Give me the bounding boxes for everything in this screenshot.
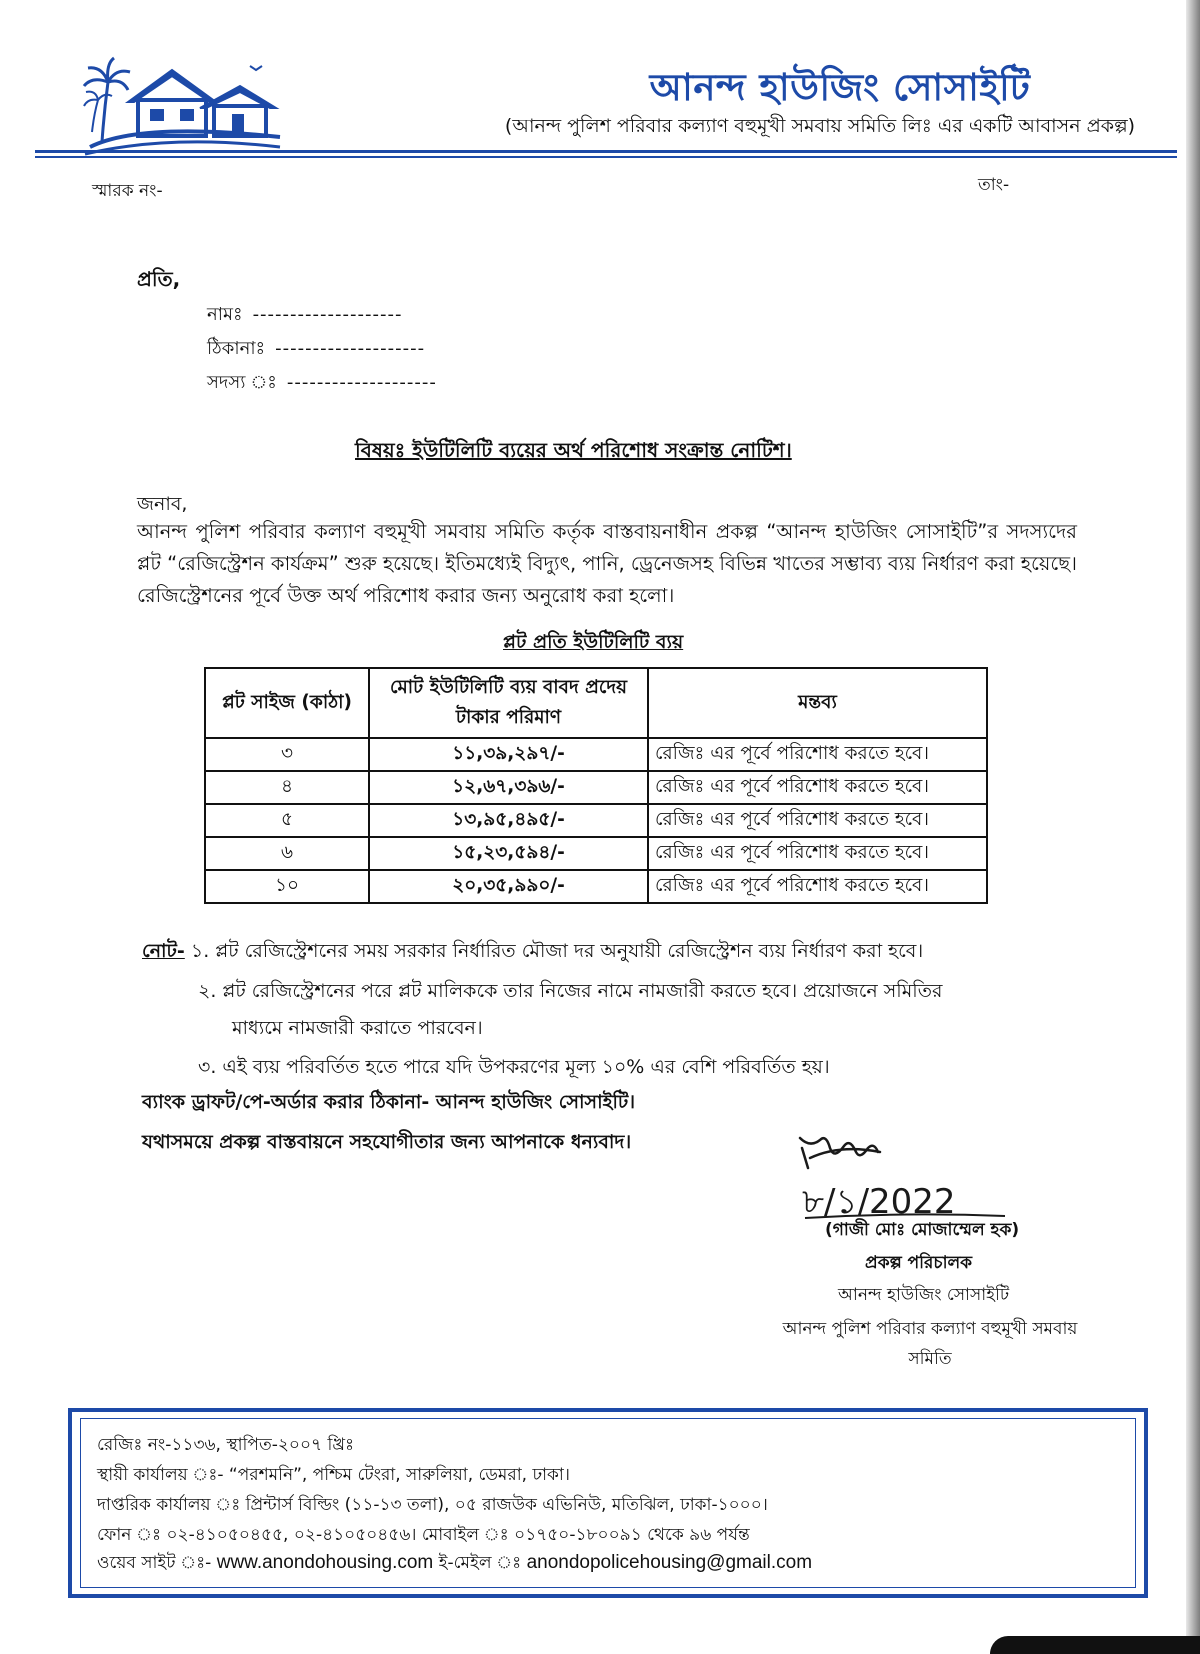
header-divider [35, 150, 1177, 153]
amount-cell: ১৫,২৩,৫৯৪/- [369, 837, 648, 870]
signatory-name: (গাজী মোঃ মোজাম্মেল হক) [825, 1220, 1020, 1240]
signature-date: ৮/১/2022 [802, 1182, 956, 1222]
table-row [205, 837, 987, 870]
recipient-to: প্রতি, [137, 267, 181, 291]
header-divider-thin [35, 156, 1177, 158]
house-logo-icon [80, 52, 285, 162]
signatory-org: আনন্দ হাউজিং সোসাইটি [838, 1285, 1010, 1305]
org-subtitle: (আনন্দ পুলিশ পরিবার কল্যাণ বহুমূখী সমবায় সমিতি লিঃ এর একটি আবাসন প্রকল্প) [504, 115, 1136, 137]
utility-cost-table [204, 667, 988, 904]
footer-permanent-office: স্থায়ী কার্যালয় ঃ- “পরশমনি”, পশ্চিম টেংরা, সারুলিয়া, ডেমরা, ঢাকা। [97, 1465, 570, 1485]
footer-web-email [97, 1550, 812, 1578]
footer-registration: রেজিঃ নং-১১৩৬, স্থাপিত-২০০৭ খ্রিঃ [97, 1435, 355, 1455]
table-row [205, 738, 987, 771]
amount-cell: ২০,৩৫,৯৯০/- [369, 870, 648, 903]
name-label: নামঃ [207, 304, 243, 325]
footer-office-address: দাপ্তরিক কার্যালয় ঃ প্রিন্টার্স বিল্ডিং (১১-১৩ তলা), ০৫ রাজউক এভিনিউ, মতিঝিল, ঢাকা-১০০০। [97, 1495, 768, 1515]
bank-draft-line: ব্যাংক ড্রাফট/পে-অর্ডার করার ঠিকানা- আনন্দ হাউজিং সোসাইটি। [142, 1091, 636, 1113]
remark-cell: রেজিঃ এর পূর্বে পরিশোধ করতে হবে। [648, 870, 987, 903]
scan-edge [1186, 0, 1200, 1654]
member-label: সদস্য ঃ [207, 372, 277, 393]
member-field [207, 368, 437, 399]
note-1-text: ১. প্লট রেজিস্ট্রেশনের সময় সরকার নির্ধারিত মৌজা দর অনুযায়ী রেজিস্ট্রেশন ব্যয় নির্ধারণ করা হবে। [190, 940, 924, 962]
table-title: প্লট প্রতি ইউটিলিটি ব্যয় [503, 631, 684, 653]
note-2-continued: মাধ্যমে নামজারী করাতে পারবেন। [232, 1017, 483, 1039]
subject-line: বিষয়ঃ ইউটিলিটি ব্যয়ের অর্থ পরিশোধ সংক্রান্ত নোটিশ। [355, 438, 792, 462]
address-label: ঠিকানাঃ [207, 338, 266, 359]
plot-size-cell: ৫ [205, 804, 369, 837]
salutation: জনাব, [137, 493, 188, 515]
remark-cell: রেজিঃ এর পূর্বে পরিশোধ করতে হবে। [648, 804, 987, 837]
org-title: আনন্দ হাউজিং সোসাইটি [649, 66, 1031, 109]
note-label: নোট- [142, 940, 185, 962]
name-blank: -------------------- [252, 304, 403, 325]
plot-size-cell: ১০ [205, 870, 369, 903]
amount-cell: ১২,৬৭,৩৯৬/- [369, 771, 648, 804]
email-label: ই-মেইল ঃ [438, 1553, 522, 1573]
handwritten-signature [790, 1118, 1030, 1228]
header-plot-size: প্লট সাইজ (কাঠা) [205, 668, 369, 738]
note-1 [142, 937, 923, 969]
email-link[interactable]: anondopolicehousing@gmail.com [526, 1552, 813, 1573]
plot-size-cell: ৪ [205, 771, 369, 804]
member-blank: -------------------- [286, 372, 437, 393]
header-amount: মোট ইউটিলিটি ব্যয় বাবদ প্রদেয় টাকার পরিমাণ [369, 668, 648, 738]
date-label: তাং- [978, 175, 1010, 195]
remark-cell: রেজিঃ এর পূর্বে পরিশোধ করতে হবে। [648, 738, 987, 771]
footer-phone: ফোন ঃ ০২-৪১০৫০৪৫৫, ০২-৪১০৫০৪৫৬। মোবাইল ঃ ০১৭৫০-১৮০০৯১ থেকে ৯৬ পর্যন্ত [97, 1525, 750, 1545]
remark-cell: রেজিঃ এর পূর্বে পরিশোধ করতে হবে। [648, 771, 987, 804]
note-2-text: ২. প্লট রেজিস্ট্রেশনের পরে প্লট মালিককে তার নিজের নামে নামজারী করতে হবে। প্রয়োজনে সমিতির [198, 980, 943, 1002]
signatory-title: প্রকল্প পরিচালক [865, 1253, 973, 1273]
amount-cell: ১১,৩৯,২৯৭/- [369, 738, 648, 771]
address-field [207, 334, 425, 365]
website-label: ওয়েব সাইট ঃ- [97, 1553, 212, 1573]
remark-cell: রেজিঃ এর পূর্বে পরিশোধ করতে হবে। [648, 837, 987, 870]
scan-corner [990, 1636, 1200, 1654]
signatory-parent-org: আনন্দ পুলিশ পরিবার কল্যাণ বহুমূখী সমবায় সমিতি [782, 1319, 1078, 1369]
thanks-line: যথাসময়ে প্রকল্প বাস্তবায়নে সহযোগীতার জন্য আপনাকে ধন্যবাদ। [142, 1131, 632, 1153]
table-row [205, 804, 987, 837]
address-blank: -------------------- [275, 338, 426, 359]
memo-number-label: স্মারক নং- [92, 181, 163, 201]
plot-size-cell: ৬ [205, 837, 369, 870]
website-link[interactable]: www.anondohousing.com [216, 1552, 434, 1573]
amount-cell: ১৩,৯৫,৪৯৫/- [369, 804, 648, 837]
table-row [205, 771, 987, 804]
plot-size-cell: ৩ [205, 738, 369, 771]
name-field [207, 300, 402, 331]
note-3-text: ৩. এই ব্যয় পরিবর্তিত হতে পারে যদি উপকরণের মূল্য ১০% এর বেশি পরিবর্তিত হয়। [198, 1056, 830, 1078]
table-header-row [205, 668, 987, 738]
header-remark: মন্তব্য [648, 668, 987, 738]
body-paragraph: আনন্দ পুলিশ পরিবার কল্যাণ বহুমূখী সমবায় সমিতি কর্তৃক বাস্তবায়নাধীন প্রকল্প “আনন্দ হাউজিং সোসাইটি”র সদস্যদের প্লট “রেজিস্ট্রেশন কার্যক্রম” শুরু হয়েছে। ইতিমধ্যেই বিদ্যুৎ, পানি, ড্রেনেজসহ বিভিন্ন খাতের সম্ভাব্য ব্যয় নির্ধারণ করা হয়েছে। রেজিস্ট্রেশনের পূর্বে উক্ত অর্থ পরিশোধ করার জন্য অনুরোধ করা হলো। [137, 520, 1077, 607]
table-row [205, 870, 987, 903]
